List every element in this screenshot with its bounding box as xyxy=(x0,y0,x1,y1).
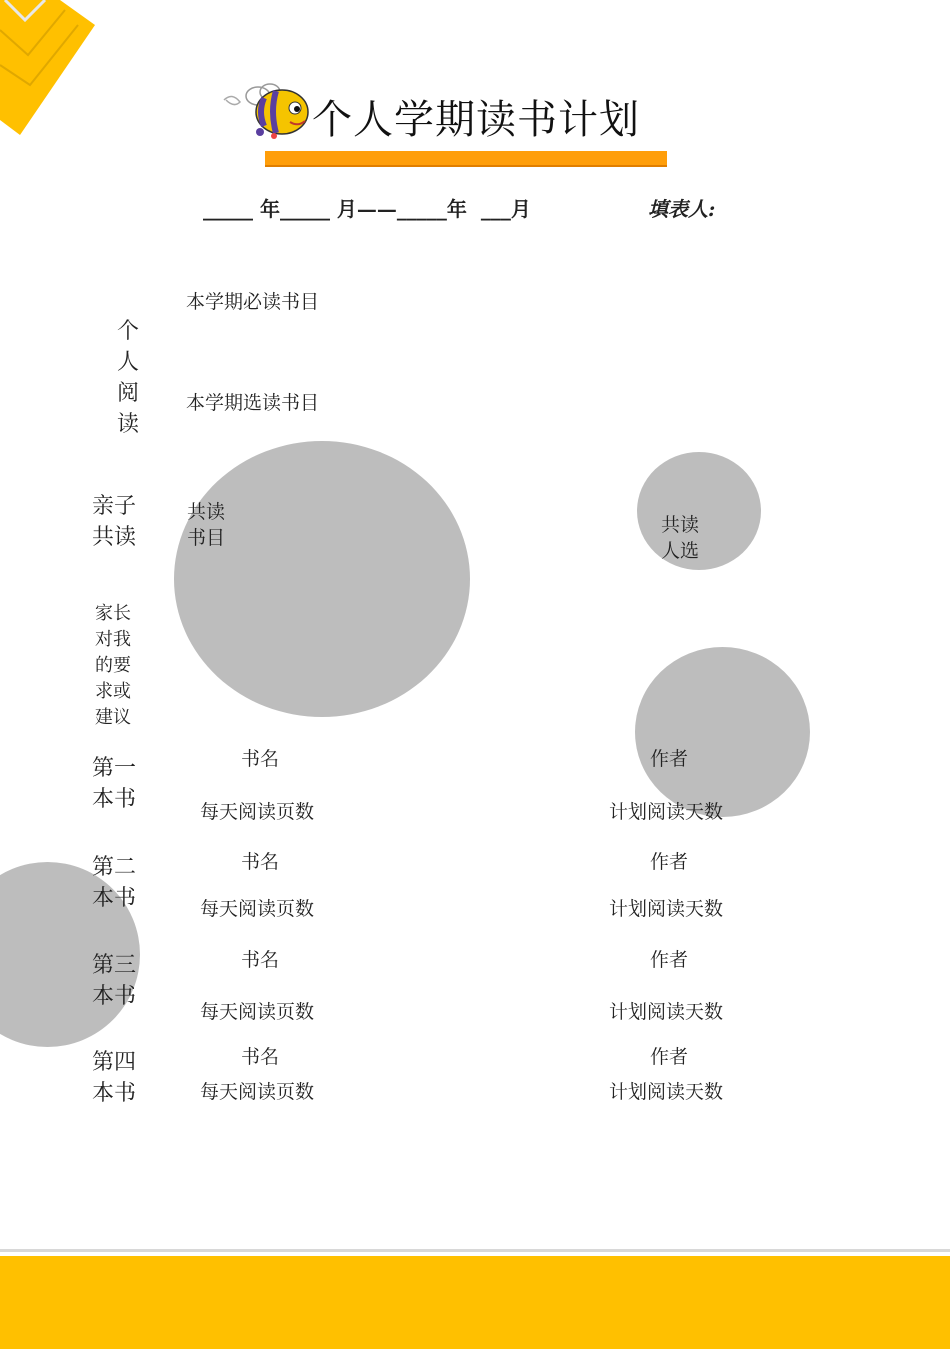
book-2-label xyxy=(92,852,136,914)
decor-circle-right xyxy=(635,647,810,817)
book-2-name-label: 书名 xyxy=(241,851,280,873)
book-3-author-label: 作者 xyxy=(650,949,689,971)
book-label-line: 第二 xyxy=(92,855,137,880)
book-4-author-label: 作者 xyxy=(650,1046,689,1068)
book-4-label xyxy=(92,1047,136,1109)
reading-partner-label xyxy=(661,512,699,564)
book-3-label xyxy=(92,950,136,1012)
parent-request-line: 家长 xyxy=(95,603,131,624)
parent-request-line: 的要 xyxy=(95,655,131,676)
footer-band xyxy=(0,1256,950,1349)
parent-request-line: 建议 xyxy=(95,707,131,728)
vertical-label-char: 个 xyxy=(116,319,139,344)
section-label-personal-reading xyxy=(115,316,141,440)
book-1-label xyxy=(92,753,136,815)
book-1-pages-label: 每天阅读页数 xyxy=(200,801,315,823)
book-4-name-label: 书名 xyxy=(241,1046,280,1068)
book-2-days-label: 计划阅读天数 xyxy=(609,898,724,920)
book-2-author-label: 作者 xyxy=(650,851,689,873)
book-3-name-label: 书名 xyxy=(241,949,280,971)
bee-icon xyxy=(220,78,312,142)
parent-request-line: 求或 xyxy=(95,681,131,702)
book-2-pages-label: 每天阅读页数 xyxy=(200,898,315,920)
book-label-line: 本书 xyxy=(92,1081,137,1106)
footer-divider xyxy=(0,1249,950,1252)
book-label-line: 第四 xyxy=(92,1050,137,1075)
decor-circle-large xyxy=(174,441,470,717)
shared-books-label-line: 书目 xyxy=(187,527,226,549)
reading-partner-label-line: 人选 xyxy=(661,540,700,562)
date-range-line: _____ 年_____ 月——_____年 ___月 xyxy=(203,197,531,221)
filler-label: 填表人: xyxy=(648,197,716,221)
book-4-pages-label: 每天阅读页数 xyxy=(200,1081,315,1103)
book-3-pages-label: 每天阅读页数 xyxy=(200,1001,315,1023)
corner-decoration xyxy=(0,0,100,140)
book-label-line: 第三 xyxy=(92,953,137,978)
vertical-label-char: 阅 xyxy=(116,381,139,406)
book-label-line: 本书 xyxy=(92,886,137,911)
section-label-parent-request xyxy=(95,601,131,731)
parent-request-line: 对我 xyxy=(95,629,131,650)
section-label-line: 共读 xyxy=(92,525,137,550)
vertical-label-char: 读 xyxy=(116,412,139,437)
reading-partner-label-line: 共读 xyxy=(661,514,700,536)
page-title: 个人学期读书计划 xyxy=(312,97,640,143)
section-label-parent-child xyxy=(92,491,136,553)
book-4-days-label: 计划阅读天数 xyxy=(609,1081,724,1103)
title-underline-bar xyxy=(265,151,667,167)
book-label-line: 第一 xyxy=(92,756,137,781)
book-1-author-label: 作者 xyxy=(650,748,689,770)
shared-books-label xyxy=(187,499,225,551)
section-label-line: 亲子 xyxy=(92,494,137,519)
book-label-line: 本书 xyxy=(92,787,137,812)
optional-books-label: 本学期选读书目 xyxy=(186,392,320,414)
book-3-days-label: 计划阅读天数 xyxy=(609,1001,724,1023)
book-1-name-label: 书名 xyxy=(241,748,280,770)
book-1-days-label: 计划阅读天数 xyxy=(609,801,724,823)
book-label-line: 本书 xyxy=(92,984,137,1009)
required-books-label: 本学期必读书目 xyxy=(186,291,320,313)
vertical-label-char: 人 xyxy=(116,350,139,375)
shared-books-label-line: 共读 xyxy=(187,501,226,523)
